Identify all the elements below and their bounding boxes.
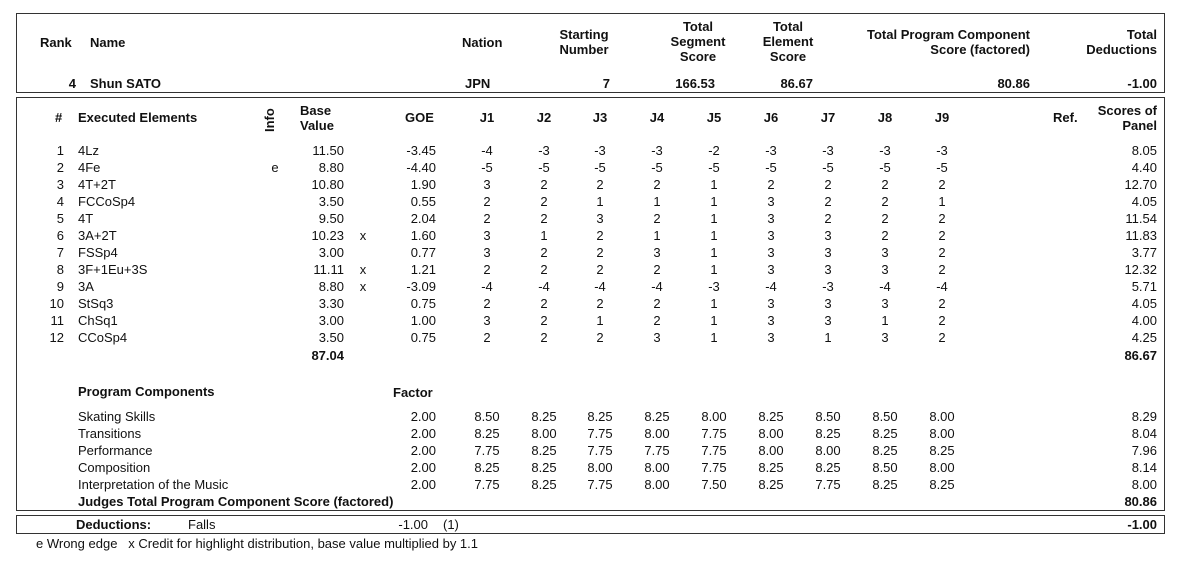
judge-score: -5 bbox=[765, 160, 777, 175]
elements-total-panel: 86.67 bbox=[1124, 348, 1157, 363]
judge-header-8: J8 bbox=[877, 110, 893, 125]
element-goe: 1.90 bbox=[410, 177, 436, 192]
judge-score: 2 bbox=[483, 211, 491, 226]
element-base-value: 10.23 bbox=[311, 228, 344, 243]
element-goe: -3.45 bbox=[406, 143, 436, 158]
judge-component-score: 8.25 bbox=[815, 460, 841, 475]
total-deductions-header: Total Deductions bbox=[1086, 27, 1157, 57]
component-panel-score: 8.04 bbox=[1131, 426, 1157, 441]
component-name: Interpretation of the Music bbox=[78, 477, 229, 492]
total-pcs-header: Total Program Component Score (factored) bbox=[867, 27, 1030, 57]
judge-score: 2 bbox=[483, 330, 491, 345]
judge-score: 2 bbox=[938, 313, 946, 328]
judge-score: 3 bbox=[767, 194, 775, 209]
judge-score: 3 bbox=[824, 262, 832, 277]
element-base-value: 8.80 bbox=[318, 279, 344, 294]
judge-score: 3 bbox=[653, 245, 661, 260]
judge-component-score: 7.75 bbox=[587, 477, 613, 492]
judge-score: -5 bbox=[708, 160, 720, 175]
judge-score: 3 bbox=[767, 262, 775, 277]
element-number: 1 bbox=[56, 143, 64, 158]
skater-rank: 4 bbox=[68, 76, 76, 91]
judge-component-score: 8.25 bbox=[758, 409, 784, 424]
element-goe: 0.55 bbox=[410, 194, 436, 209]
component-row bbox=[0, 459, 1183, 476]
component-factor: 2.00 bbox=[410, 477, 436, 492]
judge-component-score: 8.25 bbox=[474, 460, 500, 475]
judge-component-score: 8.25 bbox=[531, 477, 557, 492]
table-row bbox=[0, 278, 1183, 295]
judge-score: -5 bbox=[538, 160, 550, 175]
element-number: 9 bbox=[56, 279, 64, 294]
element-info: e bbox=[271, 160, 279, 175]
judge-component-score: 8.50 bbox=[474, 409, 500, 424]
component-factor: 2.00 bbox=[410, 426, 436, 441]
judge-component-score: 8.25 bbox=[929, 477, 955, 492]
judge-score: 3 bbox=[483, 177, 491, 192]
element-number: 2 bbox=[56, 160, 64, 175]
table-row bbox=[0, 312, 1183, 329]
judge-score: 2 bbox=[540, 194, 548, 209]
table-row bbox=[0, 244, 1183, 261]
judge-score: -3 bbox=[765, 143, 777, 158]
judge-score: 2 bbox=[938, 211, 946, 226]
judge-component-score: 8.25 bbox=[929, 443, 955, 458]
info-header: Info bbox=[262, 108, 277, 132]
element-panel-score: 3.77 bbox=[1131, 245, 1157, 260]
judge-component-score: 8.25 bbox=[587, 409, 613, 424]
judge-score: 2 bbox=[938, 262, 946, 277]
element-base-value: 11.11 bbox=[313, 262, 344, 277]
judge-score: -4 bbox=[481, 279, 493, 294]
element-name: FSSp4 bbox=[78, 245, 118, 260]
element-goe: 1.00 bbox=[410, 313, 436, 328]
deductions-total: -1.00 bbox=[1127, 517, 1157, 532]
judge-score: 2 bbox=[881, 177, 889, 192]
judge-score: -3 bbox=[936, 143, 948, 158]
element-name: 3F+1Eu+3S bbox=[78, 262, 148, 277]
judge-component-score: 8.00 bbox=[929, 426, 955, 441]
judge-score: 2 bbox=[596, 330, 604, 345]
judge-component-score: 8.00 bbox=[929, 409, 955, 424]
judge-score: -3 bbox=[594, 143, 606, 158]
judge-score: 3 bbox=[483, 228, 491, 243]
judge-score: 2 bbox=[653, 296, 661, 311]
table-row bbox=[0, 210, 1183, 227]
nation-header: Nation bbox=[462, 35, 503, 50]
elements-total-base: 87.04 bbox=[311, 348, 344, 363]
judge-score: 2 bbox=[596, 245, 604, 260]
base-value-header: Base Value bbox=[300, 103, 334, 133]
judge-component-score: 7.75 bbox=[701, 443, 727, 458]
element-bonus-mark: x bbox=[359, 279, 367, 294]
component-row bbox=[0, 408, 1183, 425]
judge-score: -3 bbox=[822, 143, 834, 158]
judge-component-score: 8.00 bbox=[758, 426, 784, 441]
element-name: 4Lz bbox=[78, 143, 99, 158]
element-name: 4T+2T bbox=[78, 177, 116, 192]
judge-score: 2 bbox=[483, 194, 491, 209]
ref-header: Ref. bbox=[1053, 110, 1078, 125]
element-panel-score: 4.00 bbox=[1131, 313, 1157, 328]
judge-score: 2 bbox=[653, 177, 661, 192]
judge-component-score: 8.25 bbox=[872, 477, 898, 492]
skater-nation: JPN bbox=[465, 76, 491, 91]
judge-score: 2 bbox=[540, 245, 548, 260]
judge-score: 3 bbox=[881, 245, 889, 260]
judge-header-7: J7 bbox=[820, 110, 836, 125]
judge-score: 2 bbox=[596, 177, 604, 192]
element-number: 5 bbox=[56, 211, 64, 226]
judge-score: -3 bbox=[879, 143, 891, 158]
element-name: CCoSp4 bbox=[78, 330, 128, 345]
deduction-value: -1.00 bbox=[398, 517, 428, 532]
judge-header-2: J2 bbox=[536, 110, 552, 125]
element-panel-score: 12.32 bbox=[1124, 262, 1157, 277]
element-number: 11 bbox=[50, 313, 64, 328]
judge-score: 2 bbox=[881, 211, 889, 226]
element-panel-score: 11.83 bbox=[1125, 228, 1157, 243]
deduction-count: (1) bbox=[443, 517, 459, 532]
component-factor: 2.00 bbox=[410, 409, 436, 424]
element-base-value: 11.50 bbox=[312, 143, 344, 158]
component-factor: 2.00 bbox=[410, 443, 436, 458]
executed-elements-header: Executed Elements bbox=[78, 110, 198, 125]
deductions-label: Deductions: bbox=[76, 517, 152, 532]
judge-score: 3 bbox=[653, 330, 661, 345]
judge-score: 2 bbox=[767, 177, 775, 192]
judge-score: 1 bbox=[710, 194, 718, 209]
factor-header: Factor bbox=[393, 385, 433, 400]
total-element-score: 86.67 bbox=[780, 76, 813, 91]
judge-component-score: 8.00 bbox=[644, 460, 670, 475]
element-panel-score: 8.05 bbox=[1131, 143, 1157, 158]
judge-score: 2 bbox=[938, 330, 946, 345]
judge-component-score: 7.75 bbox=[701, 426, 727, 441]
judge-score: 3 bbox=[767, 211, 775, 226]
judge-score: 3 bbox=[881, 330, 889, 345]
element-name: FCCoSp4 bbox=[78, 194, 136, 209]
judge-score: -5 bbox=[594, 160, 606, 175]
judge-score: 3 bbox=[824, 228, 832, 243]
element-name: 4T bbox=[78, 211, 94, 226]
judge-component-score: 8.00 bbox=[531, 426, 557, 441]
component-panel-score: 8.00 bbox=[1131, 477, 1157, 492]
judge-component-score: 8.25 bbox=[644, 409, 670, 424]
judge-score: 1 bbox=[596, 194, 604, 209]
table-row bbox=[0, 193, 1183, 210]
element-base-value: 3.30 bbox=[318, 296, 344, 311]
element-panel-score: 4.05 bbox=[1131, 296, 1157, 311]
judge-score: 2 bbox=[938, 296, 946, 311]
element-goe: 0.77 bbox=[410, 245, 436, 260]
judge-score: 1 bbox=[710, 330, 718, 345]
element-base-value: 10.80 bbox=[311, 177, 344, 192]
judge-score: -5 bbox=[481, 160, 493, 175]
deduction-type: Falls bbox=[188, 517, 216, 532]
judge-component-score: 7.75 bbox=[474, 477, 500, 492]
table-row bbox=[0, 261, 1183, 278]
judge-component-score: 8.50 bbox=[872, 409, 898, 424]
element-number: 12 bbox=[49, 330, 64, 345]
total-segment-score-header: Total Segment Score bbox=[670, 19, 726, 64]
judge-score: 2 bbox=[596, 228, 604, 243]
judge-score: 3 bbox=[824, 313, 832, 328]
judge-score: 3 bbox=[824, 245, 832, 260]
element-name: 4Fe bbox=[78, 160, 101, 175]
judge-component-score: 8.25 bbox=[531, 443, 557, 458]
component-panel-score: 8.14 bbox=[1131, 460, 1157, 475]
element-number: 3 bbox=[56, 177, 64, 192]
judge-score: -4 bbox=[594, 279, 606, 294]
judge-score: 2 bbox=[653, 211, 661, 226]
judge-score: 2 bbox=[540, 262, 548, 277]
table-row bbox=[0, 295, 1183, 312]
component-panel-score: 8.29 bbox=[1131, 409, 1157, 424]
table-row bbox=[0, 159, 1183, 176]
element-number-header: # bbox=[55, 110, 63, 125]
element-base-value: 8.80 bbox=[318, 160, 344, 175]
judges-total-value: 80.86 bbox=[1124, 494, 1157, 509]
judge-score: 1 bbox=[710, 228, 718, 243]
element-number: 7 bbox=[56, 245, 64, 260]
judge-header-1: J1 bbox=[479, 110, 495, 125]
judge-score: 1 bbox=[653, 228, 661, 243]
rank-header: Rank bbox=[40, 35, 72, 50]
component-row bbox=[0, 442, 1183, 459]
judge-score: 2 bbox=[653, 262, 661, 277]
judge-score: 2 bbox=[596, 262, 604, 277]
scores-of-panel-header: Scores of Panel bbox=[1097, 103, 1157, 133]
table-row bbox=[0, 142, 1183, 159]
component-row bbox=[0, 476, 1183, 493]
judge-score: 1 bbox=[710, 296, 718, 311]
judge-component-score: 8.00 bbox=[644, 426, 670, 441]
element-panel-score: 4.05 bbox=[1131, 194, 1157, 209]
judge-score: 1 bbox=[824, 330, 832, 345]
judge-score: 1 bbox=[710, 313, 718, 328]
judge-score: -4 bbox=[765, 279, 777, 294]
total-element-score-header: Total Element Score bbox=[762, 19, 814, 64]
component-row bbox=[0, 425, 1183, 442]
element-goe: 1.60 bbox=[410, 228, 436, 243]
judge-score: -4 bbox=[481, 143, 493, 158]
judge-component-score: 8.50 bbox=[872, 460, 898, 475]
judge-component-score: 8.25 bbox=[531, 460, 557, 475]
judge-component-score: 8.25 bbox=[758, 477, 784, 492]
judge-score: 1 bbox=[653, 194, 661, 209]
element-number: 6 bbox=[56, 228, 64, 243]
judge-score: 2 bbox=[483, 262, 491, 277]
element-name: 3A bbox=[78, 279, 94, 294]
element-bonus-mark: x bbox=[359, 228, 367, 243]
judge-score: -3 bbox=[822, 279, 834, 294]
judge-score: 2 bbox=[824, 177, 832, 192]
judge-score: -4 bbox=[879, 279, 891, 294]
judge-score: 1 bbox=[596, 313, 604, 328]
judge-score: 3 bbox=[596, 211, 604, 226]
element-number: 8 bbox=[56, 262, 64, 277]
table-row bbox=[0, 176, 1183, 193]
judge-component-score: 8.00 bbox=[815, 443, 841, 458]
footnote: e Wrong edge x Credit for highlight distribution, base value multiplied by 1.1 bbox=[36, 536, 479, 551]
element-name: StSq3 bbox=[78, 296, 114, 311]
element-panel-score: 11.54 bbox=[1125, 211, 1157, 226]
judge-component-score: 8.25 bbox=[758, 460, 784, 475]
component-name: Composition bbox=[78, 460, 151, 475]
judge-score: 2 bbox=[938, 228, 946, 243]
element-goe: 0.75 bbox=[410, 330, 436, 345]
judge-score: 3 bbox=[767, 228, 775, 243]
component-name: Performance bbox=[78, 443, 153, 458]
starting-number-header: Starting Number bbox=[559, 27, 609, 57]
element-base-value: 9.50 bbox=[318, 211, 344, 226]
judge-score: 2 bbox=[881, 194, 889, 209]
judge-score: 3 bbox=[483, 245, 491, 260]
judge-score: 2 bbox=[938, 177, 946, 192]
total-segment-score: 166.53 bbox=[675, 76, 715, 91]
element-goe: 1.21 bbox=[410, 262, 436, 277]
starting-number: 7 bbox=[602, 76, 610, 91]
element-panel-score: 5.71 bbox=[1131, 279, 1157, 294]
judge-score: 1 bbox=[710, 262, 718, 277]
judge-score: -5 bbox=[936, 160, 948, 175]
judge-score: 3 bbox=[767, 245, 775, 260]
table-row bbox=[0, 329, 1183, 346]
component-panel-score: 7.96 bbox=[1131, 443, 1157, 458]
judge-header-9: J9 bbox=[934, 110, 950, 125]
judge-component-score: 8.25 bbox=[474, 426, 500, 441]
judge-score: 1 bbox=[710, 245, 718, 260]
judge-component-score: 7.75 bbox=[587, 443, 613, 458]
judge-component-score: 8.00 bbox=[644, 477, 670, 492]
judge-score: 2 bbox=[540, 211, 548, 226]
total-deductions: -1.00 bbox=[1127, 76, 1157, 91]
element-goe: 2.04 bbox=[410, 211, 436, 226]
element-goe: 0.75 bbox=[410, 296, 436, 311]
judge-score: 2 bbox=[483, 296, 491, 311]
judge-score: 3 bbox=[767, 330, 775, 345]
component-factor: 2.00 bbox=[410, 460, 436, 475]
element-panel-score: 4.25 bbox=[1131, 330, 1157, 345]
judge-score: 2 bbox=[938, 245, 946, 260]
element-base-value: 3.50 bbox=[318, 194, 344, 209]
component-name: Transitions bbox=[78, 426, 142, 441]
judge-score: 2 bbox=[881, 228, 889, 243]
judge-component-score: 8.25 bbox=[872, 426, 898, 441]
element-goe: -4.40 bbox=[406, 160, 436, 175]
judge-score: 2 bbox=[540, 313, 548, 328]
judge-header-4: J4 bbox=[649, 110, 665, 125]
judge-score: 2 bbox=[824, 211, 832, 226]
judge-component-score: 7.75 bbox=[644, 443, 670, 458]
judge-component-score: 8.00 bbox=[758, 443, 784, 458]
judge-component-score: 8.00 bbox=[587, 460, 613, 475]
name-header: Name bbox=[90, 35, 126, 50]
judge-score: -5 bbox=[822, 160, 834, 175]
judge-score: 2 bbox=[540, 296, 548, 311]
judge-component-score: 8.00 bbox=[929, 460, 955, 475]
judges-total-label: Judges Total Program Component Score (factored) bbox=[78, 494, 394, 509]
judge-score: 3 bbox=[767, 313, 775, 328]
judge-component-score: 7.75 bbox=[815, 477, 841, 492]
judge-header-3: J3 bbox=[592, 110, 608, 125]
total-pcs: 80.86 bbox=[997, 76, 1030, 91]
judge-score: 1 bbox=[710, 211, 718, 226]
element-panel-score: 4.40 bbox=[1131, 160, 1157, 175]
judge-score: -5 bbox=[879, 160, 891, 175]
judge-component-score: 8.00 bbox=[701, 409, 727, 424]
judge-score: -4 bbox=[936, 279, 948, 294]
judge-score: -4 bbox=[651, 279, 663, 294]
judge-score: 3 bbox=[767, 296, 775, 311]
program-components-title: Program Components bbox=[78, 384, 215, 399]
judge-score: -3 bbox=[538, 143, 550, 158]
judge-score: 2 bbox=[653, 313, 661, 328]
judge-score: -5 bbox=[651, 160, 663, 175]
table-row bbox=[0, 227, 1183, 244]
judge-score: 1 bbox=[540, 228, 548, 243]
element-base-value: 3.50 bbox=[318, 330, 344, 345]
element-panel-score: 12.70 bbox=[1124, 177, 1157, 192]
element-base-value: 3.00 bbox=[318, 245, 344, 260]
judge-score: 3 bbox=[824, 296, 832, 311]
element-bonus-mark: x bbox=[359, 262, 367, 277]
component-name: Skating Skills bbox=[78, 409, 156, 424]
judge-score: -3 bbox=[708, 279, 720, 294]
judge-score: 1 bbox=[881, 313, 889, 328]
judge-score: 2 bbox=[540, 177, 548, 192]
element-number: 10 bbox=[49, 296, 64, 311]
element-name: ChSq1 bbox=[78, 313, 118, 328]
judge-score: -4 bbox=[538, 279, 550, 294]
goe-header: GOE bbox=[405, 110, 434, 125]
judge-score: 2 bbox=[540, 330, 548, 345]
element-goe: -3.09 bbox=[406, 279, 436, 294]
judge-component-score: 8.50 bbox=[815, 409, 841, 424]
judge-score: 3 bbox=[881, 296, 889, 311]
element-name: 3A+2T bbox=[78, 228, 117, 243]
judge-score: 3 bbox=[483, 313, 491, 328]
skater-name: Shun SATO bbox=[90, 76, 162, 91]
judge-score: 2 bbox=[824, 194, 832, 209]
judge-component-score: 8.25 bbox=[872, 443, 898, 458]
element-base-value: 3.00 bbox=[318, 313, 344, 328]
judge-score: -2 bbox=[708, 143, 720, 158]
judge-score: 2 bbox=[596, 296, 604, 311]
judge-score: 1 bbox=[938, 194, 946, 209]
judge-header-6: J6 bbox=[763, 110, 779, 125]
judge-component-score: 8.25 bbox=[531, 409, 557, 424]
judge-header-5: J5 bbox=[706, 110, 722, 125]
judge-component-score: 7.75 bbox=[474, 443, 500, 458]
judge-score: -3 bbox=[651, 143, 663, 158]
judge-component-score: 8.25 bbox=[815, 426, 841, 441]
judge-score: 3 bbox=[881, 262, 889, 277]
element-number: 4 bbox=[56, 194, 64, 209]
judge-component-score: 7.75 bbox=[587, 426, 613, 441]
judge-component-score: 7.50 bbox=[701, 477, 727, 492]
judge-score: 1 bbox=[710, 177, 718, 192]
judge-component-score: 7.75 bbox=[701, 460, 727, 475]
